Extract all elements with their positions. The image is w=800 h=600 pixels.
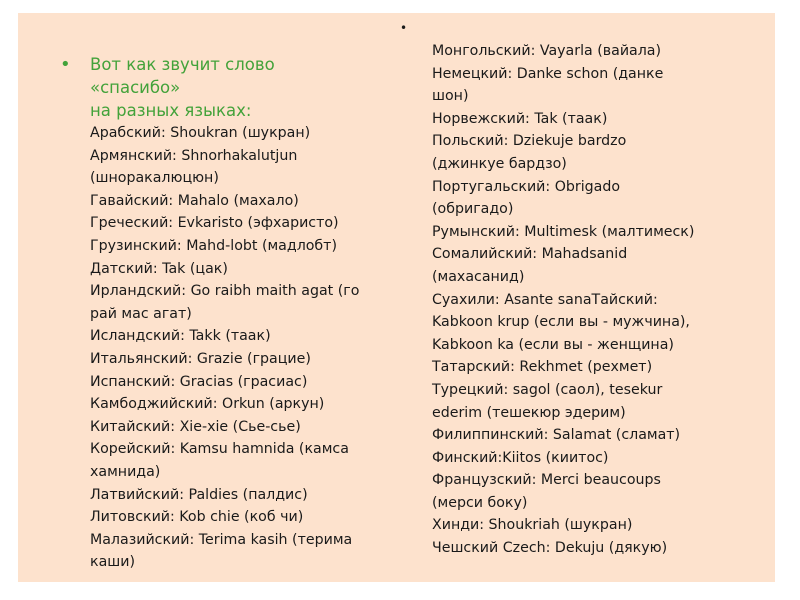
list-item: Исландский: Takk (таак) [90,328,271,345]
slide [18,13,775,582]
list-item: Латвийский: Paldies (палдис) [90,486,308,503]
list-item: (джинкуе бардзо) [432,155,567,172]
list-item: ederim (тешекюр эдерим) [432,404,626,421]
list-item: Греческий: Evkaristo (эфхаристо) [90,215,339,232]
list-item: Филиппинский: Salamat (сламат) [432,427,681,444]
list-item: Немецкий: Danke schon (данке [432,65,664,82]
list-item: Kabkoon ka (если вы - женщина) [432,336,674,353]
list-item: каши) [90,554,136,571]
list-item: Литовский: Kob chie (коб чи) [90,509,304,526]
list-item: Датский: Tak (цак) [90,260,228,277]
list-item: Китайский: Xie-xie (Сье-сье) [90,418,301,435]
list-item: Финский:Kiitos (киитос) [432,449,609,466]
list-item: Французский: Merci beaucoups [432,472,661,489]
list-item: Ирландский: Go raibh maith agat (го [90,283,360,300]
list-item: шон) [432,88,469,105]
list-item: (махасанид) [432,268,525,285]
list-item: Гавайский: Mahalo (махало) [90,192,299,209]
bullet-dot-icon: • [400,21,408,35]
list-item: Румынский: Multimesk (малтимеск) [432,223,695,240]
list-item: Грузинский: Mahd-lobt (мадлобт) [90,237,337,254]
list-item: Хинди: Shoukriah (шукран) [432,517,633,534]
list-item: Камбоджийский: Orkun (аркун) [90,396,325,413]
list-item: Норвежский: Tak (таак) [432,110,608,127]
list-item: рай мас агат) [90,305,192,322]
list-item: Итальянский: Grazie (грацие) [90,350,311,367]
heading-line-2: на разных языках: [90,101,252,120]
list-item: (обригадо) [432,201,514,218]
list-item: Сомалийский: Mahadsanid [432,246,628,263]
list-item: Польский: Dziekuje bardzo [432,133,627,150]
list-item: Турецкий: sagol (саол), tesekur [432,381,663,398]
list-item: Корейский: Kamsu hamnida (камса [90,441,349,458]
list-item: Kabkoon krup (если вы - мужчина), [432,314,690,331]
list-item: Испанский: Gracias (грасиас) [90,373,308,390]
list-item: Монгольский: Vayarla (вайала) [432,43,662,59]
bullet-icon: • [60,54,71,75]
left-list [60,122,360,574]
list-item: хамнида) [90,463,161,480]
list-item: (шноракалюцюн) [90,170,219,187]
list-item: (мерси боку) [432,494,528,511]
left-column [60,53,360,574]
list-item: Арабский: Shoukran (шукран) [90,125,311,141]
list-item: Португальский: Obrigado [432,178,621,195]
list-item: Чешский Czech: Dekuju (дякую) [432,540,668,557]
list-item: Татарский: Rekhmet (рехмет) [432,359,653,376]
heading-block [60,53,360,122]
right-column [432,40,762,560]
list-item: Армянский: Shnorhakalutjun [90,147,298,164]
list-item: Малазийский: Terima kasih (терима [90,531,353,548]
heading-line-1: Вот как звучит слово «спасибо» [90,55,275,97]
list-item: Суахили: Asante sanaТайский: [432,291,658,308]
